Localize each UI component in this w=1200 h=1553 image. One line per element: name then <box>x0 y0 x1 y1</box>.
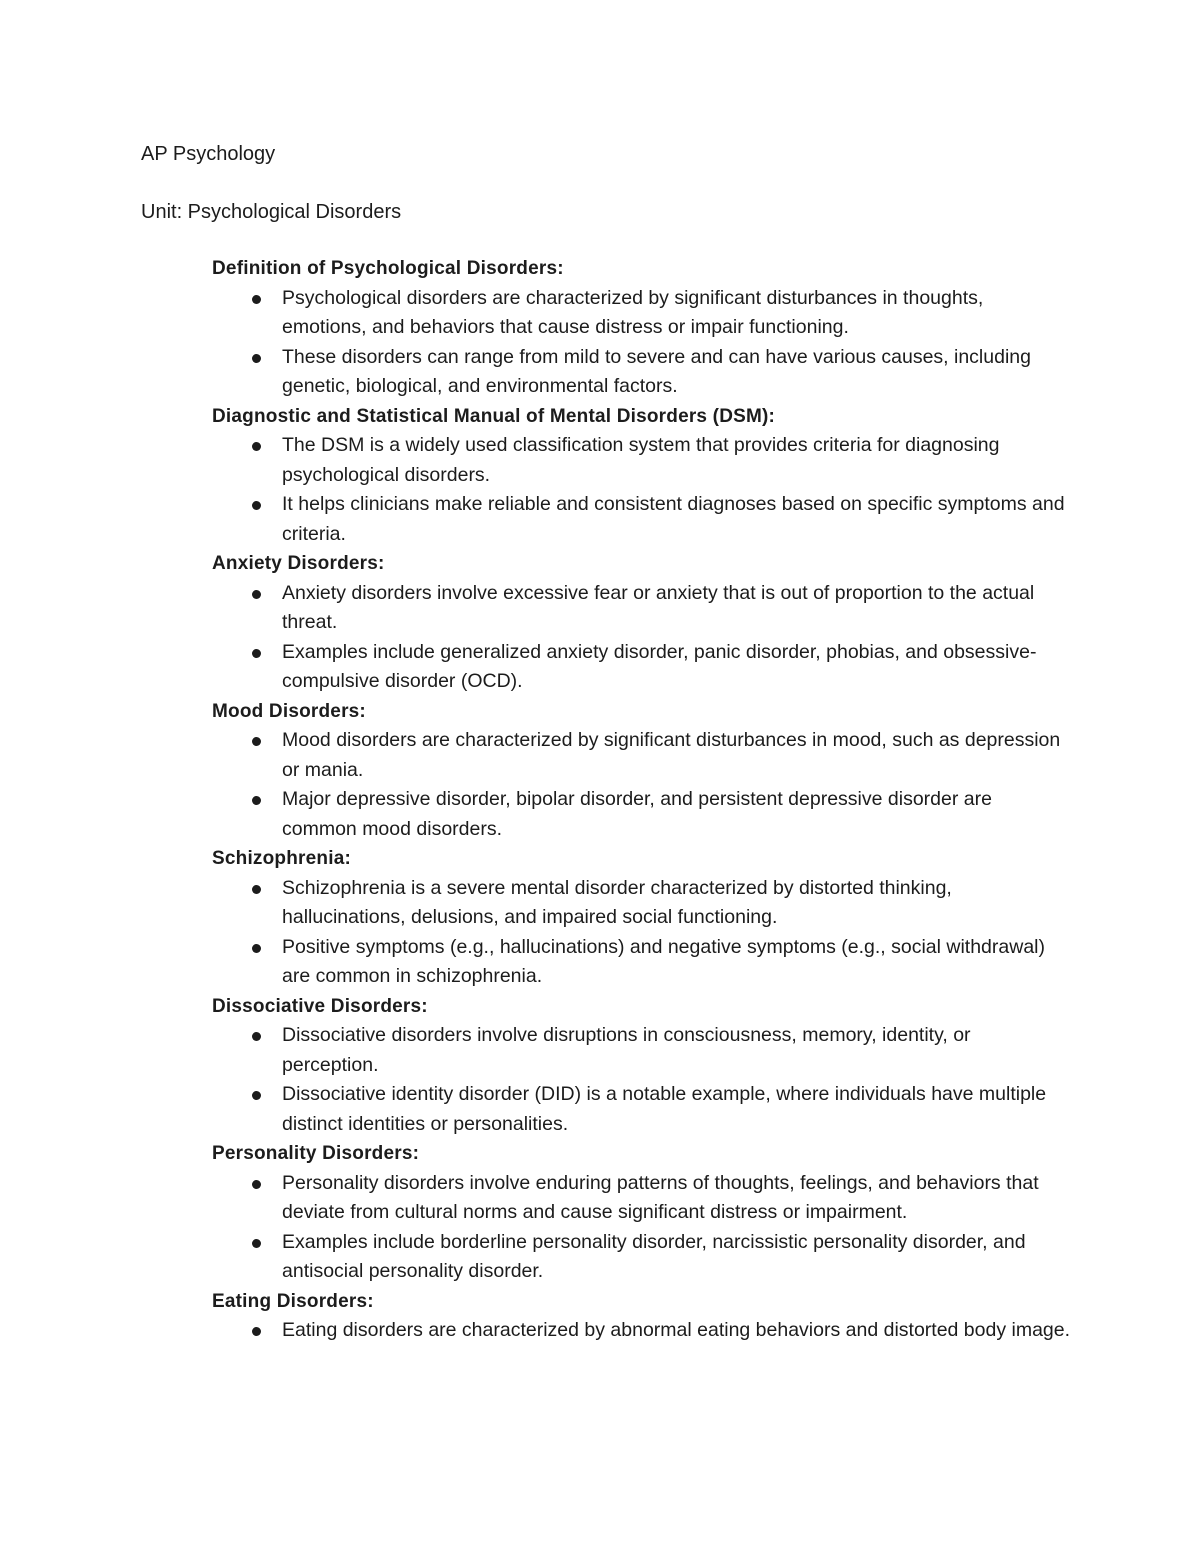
bullet-list <box>212 874 1072 992</box>
bullet-dot-icon <box>252 649 261 658</box>
bullet-text: Schizophrenia is a severe mental disorder characterized by distorted thinking, hallucinations, delusions, and impaired social functioning. <box>282 876 952 928</box>
bullet-dot-icon <box>252 1327 261 1336</box>
sections-list <box>212 254 1072 1346</box>
bullet-item <box>212 579 1072 638</box>
bullet-dot-icon <box>252 885 261 894</box>
bullet-text: Major depressive disorder, bipolar disorder, and persistent depressive disorder are common mood disorders. <box>282 788 992 840</box>
bullet-item <box>212 638 1072 697</box>
bullet-text: Anxiety disorders involve excessive fear or anxiety that is out of proportion to the actual threat. <box>282 581 1035 633</box>
bullet-item <box>212 874 1072 933</box>
section-schizophrenia <box>212 844 1072 992</box>
bullet-item <box>212 1316 1072 1346</box>
bullet-item <box>212 1169 1072 1228</box>
bullet-item <box>212 933 1072 992</box>
bullet-list <box>212 726 1072 844</box>
section-heading: Mood Disorders: <box>212 700 366 722</box>
section-dsm <box>212 402 1072 550</box>
section-heading: Anxiety Disorders: <box>212 553 385 574</box>
bullet-item <box>212 343 1072 402</box>
bullet-item <box>212 1228 1072 1287</box>
section-heading: Diagnostic and Statistical Manual of Mental Disorders (DSM): <box>212 405 776 427</box>
document-title: AP Psychology <box>141 143 276 165</box>
bullet-text: Positive symptoms (e.g., hallucinations) and negative symptoms (e.g., social withdrawal) are common in schizophrenia. <box>282 935 1045 987</box>
section-personality <box>212 1139 1072 1287</box>
bullet-item <box>212 431 1072 490</box>
section-mood <box>212 697 1072 845</box>
section-definition <box>212 254 1072 402</box>
bullet-dot-icon <box>252 1239 261 1248</box>
bullet-item <box>212 284 1072 343</box>
bullet-dot-icon <box>252 1180 261 1189</box>
bullet-list <box>212 579 1072 697</box>
bullet-item <box>212 726 1072 785</box>
bullet-item <box>212 490 1072 549</box>
bullet-text: Personality disorders involve enduring patterns of thoughts, feelings, and behaviors that deviate from cultural norms and cause significant distress or impairment. <box>282 1171 1039 1223</box>
section-heading: Definition of Psychological Disorders: <box>212 258 564 279</box>
bullet-list <box>212 1316 1072 1346</box>
section-eating <box>212 1287 1072 1346</box>
bullet-text: Dissociative identity disorder (DID) is a notable example, where individuals have multiple distinct identities or personalities. <box>282 1083 1047 1135</box>
bullet-text: The DSM is a widely used classification system that provides criteria for diagnosing psychological disorders. <box>282 434 1000 486</box>
bullet-list <box>212 431 1072 549</box>
bullet-text: These disorders can range from mild to severe and can have various causes, including genetic, biological, and environmental factors. <box>282 345 1031 397</box>
bullet-list <box>212 1021 1072 1139</box>
document-unit: Unit: Psychological Disorders <box>141 201 402 223</box>
bullet-dot-icon <box>252 1091 261 1100</box>
bullet-text: Mood disorders are characterized by significant disturbances in mood, such as depression or mania. <box>282 729 1061 781</box>
section-heading: Personality Disorders: <box>212 1143 420 1164</box>
bullet-item <box>212 1080 1072 1139</box>
bullet-list <box>212 284 1072 402</box>
bullet-dot-icon <box>252 501 261 510</box>
section-heading: Dissociative Disorders: <box>212 995 428 1017</box>
bullet-dot-icon <box>252 944 261 953</box>
bullet-text: Examples include borderline personality disorder, narcissistic personality disorder, and antisocial personality disorder. <box>282 1230 1026 1282</box>
section-anxiety <box>212 549 1072 697</box>
bullet-text: Eating disorders are characterized by abnormal eating behaviors and distorted body image. <box>282 1319 1071 1341</box>
bullet-dot-icon <box>252 442 261 451</box>
bullet-item <box>212 785 1072 844</box>
bullet-text: Examples include generalized anxiety disorder, panic disorder, phobias, and obsessive-compulsive disorder (OCD). <box>282 640 1037 692</box>
bullet-dot-icon <box>252 1032 261 1041</box>
bullet-text: Psychological disorders are characterized by significant disturbances in thoughts, emotions, and behaviors that cause distress or impair functioning. <box>282 286 984 338</box>
bullet-dot-icon <box>252 295 261 304</box>
bullet-list <box>212 1169 1072 1287</box>
section-heading: Eating Disorders: <box>212 1290 374 1312</box>
bullet-text: It helps clinicians make reliable and consistent diagnoses based on specific symptoms and criteria. <box>282 493 1065 545</box>
bullet-dot-icon <box>252 590 261 599</box>
section-heading: Schizophrenia: <box>212 848 351 869</box>
bullet-dot-icon <box>252 796 261 805</box>
section-dissociative <box>212 992 1072 1140</box>
bullet-dot-icon <box>252 354 261 363</box>
bullet-dot-icon <box>252 737 261 746</box>
bullet-item <box>212 1021 1072 1080</box>
bullet-text: Dissociative disorders involve disruptions in consciousness, memory, identity, or perception. <box>282 1024 971 1076</box>
